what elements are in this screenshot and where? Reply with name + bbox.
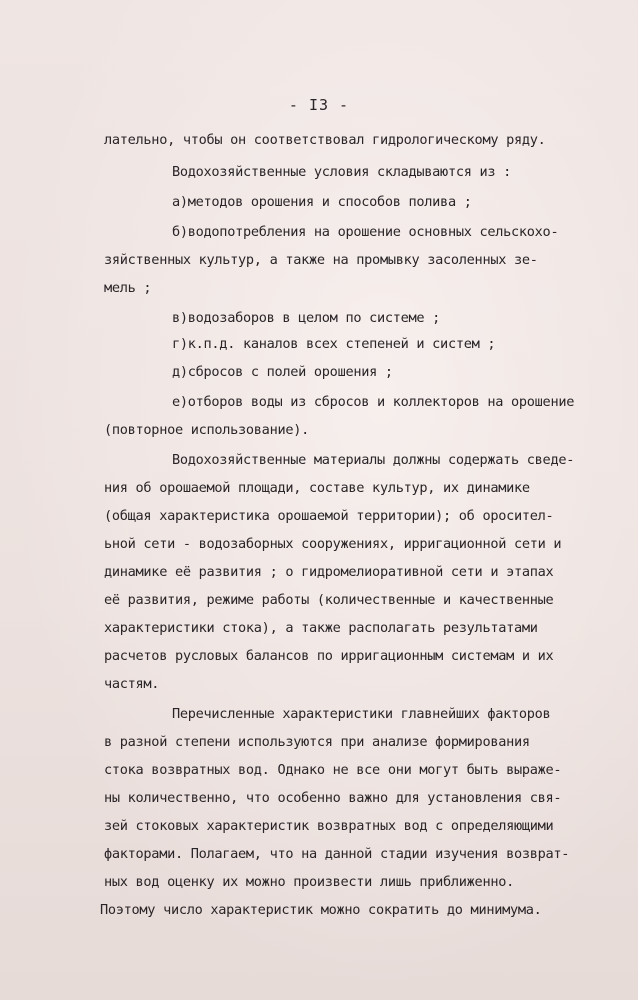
page-number: - I3 - [288, 96, 350, 114]
text-line: д)сбросов с полей орошения ; [172, 364, 393, 380]
text-line: её развития, режиме работы (количественные и качественные [104, 592, 554, 608]
text-line: расчетов русловых балансов по ирригационным системам и их [104, 648, 554, 664]
text-line: в разной степени используются при анализе формирования [104, 734, 530, 750]
text-line: факторами. Полагаем, что на данной стадии изучения возврат- [104, 846, 570, 862]
text-line: а)методов орошения и способов полива ; [172, 194, 472, 210]
text-line: динамике её развития ; о гидромелиоративной сети и этапах [104, 564, 554, 580]
text-line: Водохозяйственные материалы должны содержать сведе- [172, 452, 575, 468]
text-line: (повторное использование). [104, 422, 309, 438]
text-line: ных вод оценку их можно произвести лишь приближенно. [104, 874, 514, 890]
text-line: зяйственных культур, а также на промывку засоленных зе- [104, 252, 538, 268]
text-line: мель ; [104, 280, 152, 296]
text-line: Поэтому число характеристик можно сократить до минимума. [100, 902, 542, 918]
text-line: ьной сети - водозаборных сооружениях, ирригационной сети и [104, 536, 562, 552]
text-line: Водохозяйственные условия складываются из : [172, 164, 512, 180]
text-line: ны количественно, что особенно важно для установления свя- [104, 790, 562, 806]
text-line: частям. [104, 676, 160, 692]
text-line: ния об орошаемой площади, составе культур, их динамике [104, 480, 530, 496]
text-line: лательно, чтобы он соответствовал гидрологическому ряду. [104, 132, 546, 148]
text-line: е)отборов воды из сбросов и коллекторов на орошение [172, 394, 575, 410]
text-line: зей стоковых характеристик возвратных вод с определяющими [104, 818, 554, 834]
text-line: Перечисленные характеристики главнейших факторов [172, 706, 551, 722]
text-line: г)к.п.д. каналов всех степеней и систем ; [172, 336, 496, 352]
text-line: в)водозаборов в целом по системе ; [172, 310, 441, 326]
text-line: характеристики стока), а также располагать результатами [104, 620, 538, 636]
text-line: (общая характеристика орошаемой территории); об оросител- [104, 508, 554, 524]
text-line: стока возвратных вод. Однако не все они могут быть выраже- [104, 762, 562, 778]
text-line: б)водопотребления на орошение основных сельскохо- [172, 224, 559, 240]
